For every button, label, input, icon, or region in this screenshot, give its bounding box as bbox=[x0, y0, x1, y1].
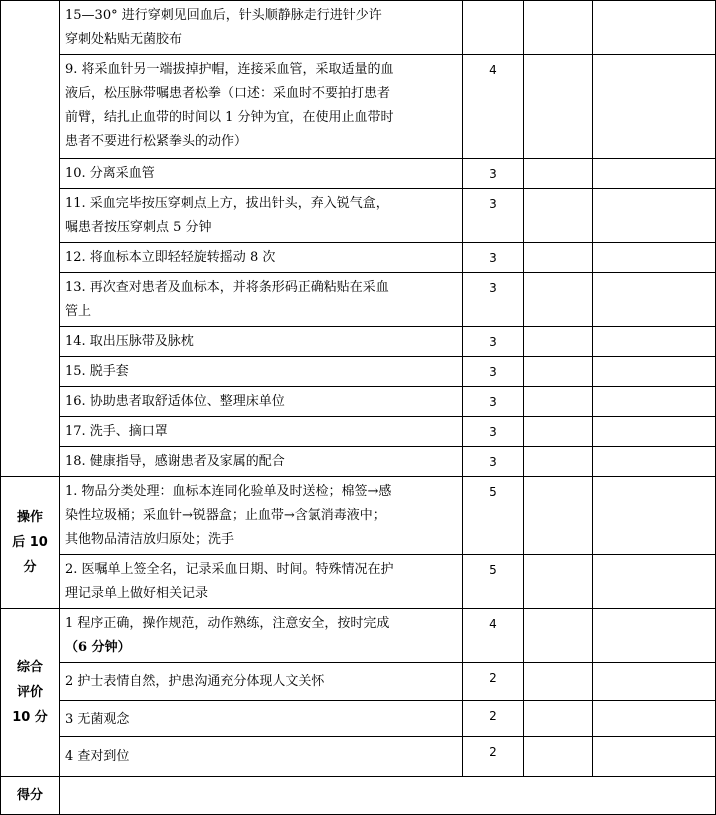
item-score: 2 bbox=[463, 663, 524, 701]
category-cell-operation bbox=[1, 1, 60, 477]
blank-cell bbox=[593, 387, 716, 417]
blank-cell bbox=[524, 447, 593, 477]
item-content: 15—30° 进行穿刺见回血后，针头顺静脉走行进针少许 穿刺处粘贴无菌胶布 bbox=[60, 1, 463, 55]
blank-cell bbox=[593, 273, 716, 327]
blank-cell bbox=[524, 555, 593, 609]
blank-cell bbox=[524, 357, 593, 387]
blank-cell bbox=[593, 663, 716, 701]
blank-cell bbox=[593, 1, 716, 55]
blank-cell bbox=[593, 189, 716, 243]
blank-cell bbox=[593, 55, 716, 159]
item-content: 15. 脱手套 bbox=[60, 357, 463, 387]
item-score: 3 bbox=[463, 159, 524, 189]
item-content: 3 无菌观念 bbox=[60, 701, 463, 737]
item-score: 3 bbox=[463, 189, 524, 243]
table-row bbox=[1, 417, 716, 447]
item-score: 4 bbox=[463, 609, 524, 663]
blank-cell bbox=[593, 417, 716, 447]
blank-cell bbox=[524, 159, 593, 189]
table-row bbox=[1, 737, 716, 777]
blank-cell bbox=[593, 477, 716, 555]
item-score: 5 bbox=[463, 555, 524, 609]
table-row bbox=[1, 273, 716, 327]
blank-cell bbox=[524, 327, 593, 357]
category-cell-post-op: 操作 后 10 分 bbox=[1, 477, 60, 609]
item-score: 3 bbox=[463, 417, 524, 447]
blank-cell bbox=[593, 701, 716, 737]
blank-cell bbox=[524, 609, 593, 663]
category-cell-overall: 综合 评价 10 分 bbox=[1, 609, 60, 777]
item-content: 17. 洗手、摘口罩 bbox=[60, 417, 463, 447]
item-score bbox=[463, 1, 524, 55]
item-score: 3 bbox=[463, 327, 524, 357]
item-content: 1 程序正确，操作规范，动作熟练，注意安全，按时完成 （6 分钟） bbox=[60, 609, 463, 663]
item-score: 3 bbox=[463, 357, 524, 387]
item-content: 4 查对到位 bbox=[60, 737, 463, 777]
table-row bbox=[1, 55, 716, 159]
blank-cell bbox=[524, 387, 593, 417]
item-content: 12. 将血标本立即轻轻旋转摇动 8 次 bbox=[60, 243, 463, 273]
table-row bbox=[1, 1, 716, 55]
blank-cell bbox=[593, 357, 716, 387]
item-content: 11. 采血完毕按压穿刺点上方，拔出针头，弃入锐气盒， 嘱患者按压穿刺点 5 分钟 bbox=[60, 189, 463, 243]
item-content: 1. 物品分类处理：血标本连同化验单及时送检；棉签→感 染性垃圾桶；采血针→锐器盒；止血带→含氯消毒液中； 其他物品清洁放归原处；洗手 bbox=[60, 477, 463, 555]
total-value-cell bbox=[60, 777, 716, 815]
item-content: 13. 再次查对患者及血标本，并将条形码正确粘贴在采血 管上 bbox=[60, 273, 463, 327]
table-row bbox=[1, 777, 716, 815]
item-content: 18. 健康指导，感谢患者及家属的配合 bbox=[60, 447, 463, 477]
table-row bbox=[1, 701, 716, 737]
blank-cell bbox=[593, 243, 716, 273]
item-content: 10. 分离采血管 bbox=[60, 159, 463, 189]
item-score: 5 bbox=[463, 477, 524, 555]
blank-cell bbox=[593, 447, 716, 477]
table-row bbox=[1, 327, 716, 357]
item-content: 16. 协助患者取舒适体位、整理床单位 bbox=[60, 387, 463, 417]
item-score: 3 bbox=[463, 273, 524, 327]
item-score: 2 bbox=[463, 737, 524, 777]
blank-cell bbox=[593, 609, 716, 663]
blank-cell bbox=[524, 55, 593, 159]
item-content: 2 护士表情自然，护患沟通充分体现人文关怀 bbox=[60, 663, 463, 701]
table-row bbox=[1, 609, 716, 663]
item-score: 3 bbox=[463, 387, 524, 417]
item-score: 2 bbox=[463, 701, 524, 737]
item-score: 4 bbox=[463, 55, 524, 159]
table-row bbox=[1, 189, 716, 243]
item-score: 3 bbox=[463, 447, 524, 477]
table-row bbox=[1, 387, 716, 417]
blank-cell bbox=[524, 243, 593, 273]
blank-cell bbox=[524, 1, 593, 55]
table-row bbox=[1, 357, 716, 387]
blank-cell bbox=[593, 327, 716, 357]
blank-cell bbox=[524, 417, 593, 447]
blank-cell bbox=[593, 159, 716, 189]
table-row bbox=[1, 243, 716, 273]
item-content: 9. 将采血针另一端拔掉护帽，连接采血管，采取适量的血 液后，松压脉带嘱患者松拳（口述：采血时不要拍打患者 前臂，结扎止血带的时间以 1 分钟为宜，在使用止血带时 患者不要进行松紧拳头的动作） bbox=[60, 55, 463, 159]
item-content: 14. 取出压脉带及脉枕 bbox=[60, 327, 463, 357]
item-score: 3 bbox=[463, 243, 524, 273]
table-row bbox=[1, 477, 716, 555]
blank-cell bbox=[524, 477, 593, 555]
table-row bbox=[1, 663, 716, 701]
table-row bbox=[1, 447, 716, 477]
blank-cell bbox=[524, 189, 593, 243]
table-row bbox=[1, 159, 716, 189]
blank-cell bbox=[524, 663, 593, 701]
blank-cell bbox=[524, 701, 593, 737]
blank-cell bbox=[593, 737, 716, 777]
blank-cell bbox=[524, 273, 593, 327]
table-row bbox=[1, 555, 716, 609]
total-label: 得分 bbox=[1, 777, 60, 815]
blank-cell bbox=[524, 737, 593, 777]
blank-cell bbox=[593, 555, 716, 609]
item-content: 2. 医嘱单上签全名，记录采血日期、时间。特殊情况在护 理记录单上做好相关记录 bbox=[60, 555, 463, 609]
